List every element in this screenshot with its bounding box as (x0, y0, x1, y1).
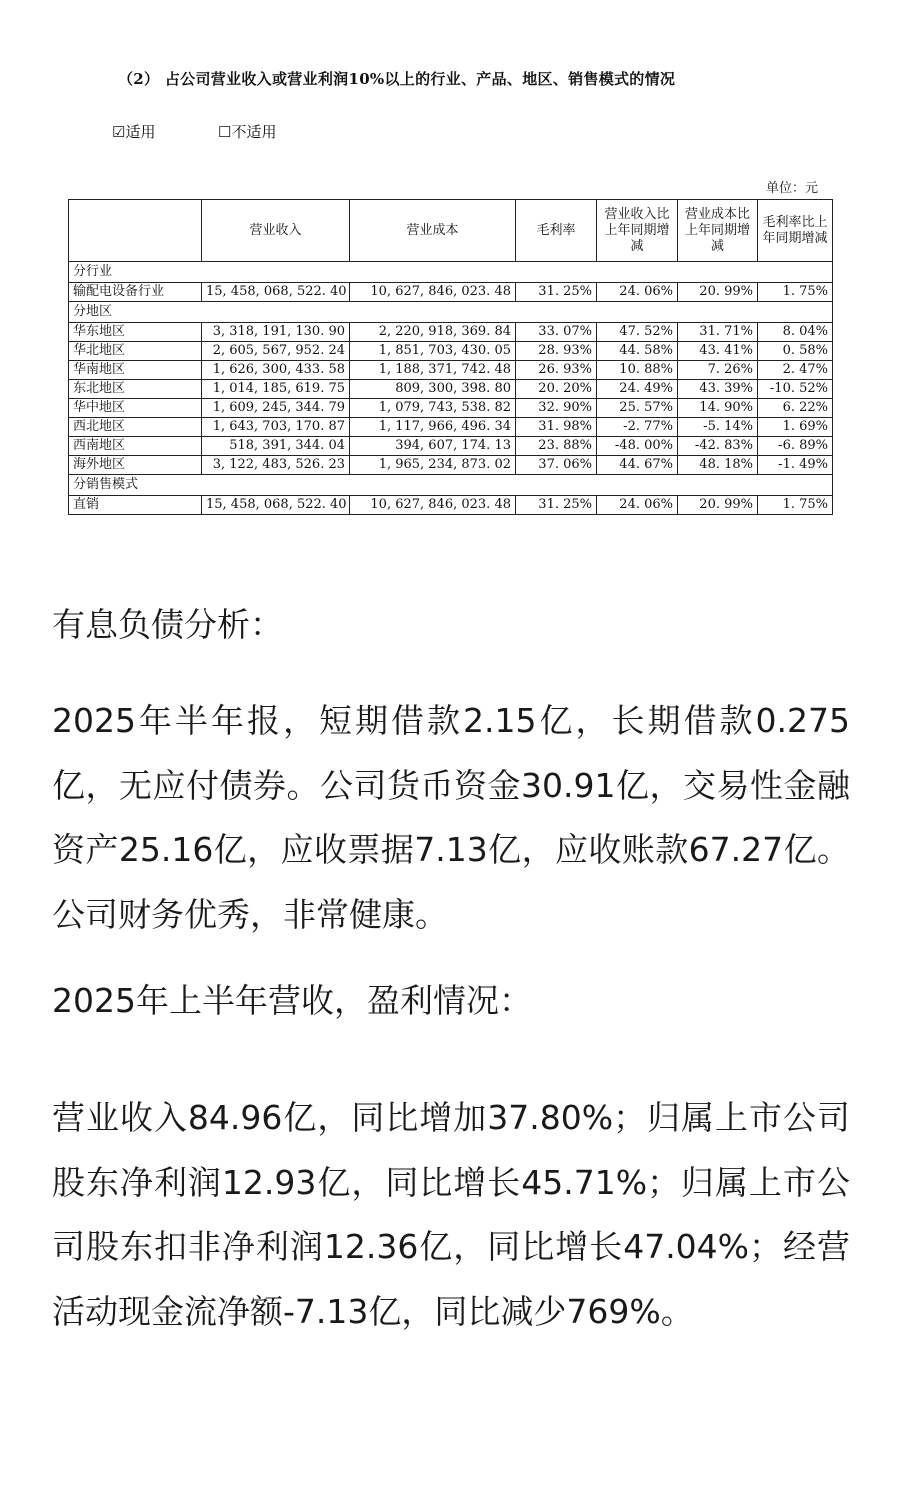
header-cell: 营业收入 (202, 200, 350, 262)
table-cell: 20. 99% (678, 283, 758, 302)
table-row (69, 283, 833, 302)
row-label: 东北地区 (69, 380, 202, 399)
table-cell: -6. 89% (758, 437, 833, 456)
row-label: 华东地区 (69, 323, 202, 342)
table-row (69, 437, 833, 456)
table-cell: -1. 49% (758, 456, 833, 475)
header-cell: 营业成本 (350, 200, 516, 262)
table-cell: 47. 52% (597, 323, 678, 342)
checkbox-applicable: ☑适用 (112, 123, 156, 141)
section-title: 分行业 (69, 262, 833, 283)
income-title: 2025年上半年营收，盈利情况： (52, 981, 532, 1020)
table-header-row (69, 200, 833, 262)
table-cell: 518, 391, 344. 04 (202, 437, 350, 456)
table-cell: 33. 07% (516, 323, 597, 342)
row-label: 华南地区 (69, 361, 202, 380)
table-cell: 3, 318, 191, 130. 90 (202, 323, 350, 342)
table-row (69, 496, 833, 515)
table-cell: 1, 014, 185, 619. 75 (202, 380, 350, 399)
table-cell: 31. 25% (516, 283, 597, 302)
table-cell: 26. 93% (516, 361, 597, 380)
header-cell (69, 200, 202, 262)
table-row (69, 342, 833, 361)
section-heading: （2） 占公司营业收入或营业利润10%以上的行业、产品、地区、销售模式的情况 (118, 70, 676, 88)
table-cell: 2, 220, 918, 369. 84 (350, 323, 516, 342)
table-cell: 24. 49% (597, 380, 678, 399)
table-cell: 24. 06% (597, 283, 678, 302)
table-cell: 1, 626, 300, 433. 58 (202, 361, 350, 380)
section-row (69, 262, 833, 283)
table-cell: 1, 079, 743, 538. 82 (350, 399, 516, 418)
section-title: 分地区 (69, 302, 833, 323)
table-cell: 1, 643, 703, 170. 87 (202, 418, 350, 437)
section-row (69, 475, 833, 496)
table-row (69, 399, 833, 418)
table-cell: 23. 88% (516, 437, 597, 456)
table-cell: 25. 57% (597, 399, 678, 418)
table-cell: 32. 90% (516, 399, 597, 418)
table-cell: 3, 122, 483, 526. 23 (202, 456, 350, 475)
row-label: 西北地区 (69, 418, 202, 437)
table-cell: -48. 00% (597, 437, 678, 456)
table-cell: 1, 188, 371, 742. 48 (350, 361, 516, 380)
row-label: 华北地区 (69, 342, 202, 361)
table-cell: -2. 77% (597, 418, 678, 437)
table-cell: -42. 83% (678, 437, 758, 456)
table-cell: 809, 300, 398. 80 (350, 380, 516, 399)
row-label: 海外地区 (69, 456, 202, 475)
table-cell: 48. 18% (678, 456, 758, 475)
income-text: 营业收入84.96亿，同比增加37.80%；归属上市公司股东净利润12.93亿，同比增长45.71%；归属上市公司股东扣非净利润12.36亿，同比增长47.04%；经营活动现金流净额-7.13亿，同比减少769%。 (52, 1098, 850, 1331)
table-cell: 1, 851, 703, 430. 05 (350, 342, 516, 361)
table-cell: 1. 75% (758, 496, 833, 515)
header-cell: 毛利率比上年同期增减 (758, 200, 833, 262)
row-label: 华中地区 (69, 399, 202, 418)
table-cell: 10, 627, 846, 023. 48 (350, 283, 516, 302)
table-cell: 37. 06% (516, 456, 597, 475)
table-row (69, 456, 833, 475)
table-row (69, 361, 833, 380)
checkbox-not-applicable: ☐不适用 (218, 123, 277, 141)
table-cell: 24. 06% (597, 496, 678, 515)
table-cell: 31. 98% (516, 418, 597, 437)
table-cell: 8. 04% (758, 323, 833, 342)
table-cell: 28. 93% (516, 342, 597, 361)
table-cell: 1. 69% (758, 418, 833, 437)
table-cell: 43. 39% (678, 380, 758, 399)
table-cell: 15, 458, 068, 522. 40 (202, 496, 350, 515)
revenue-breakdown-table (68, 199, 833, 515)
table-cell: -10. 52% (758, 380, 833, 399)
table-cell: -5. 14% (678, 418, 758, 437)
table-cell: 394, 607, 174. 13 (350, 437, 516, 456)
table-row (69, 418, 833, 437)
table-cell: 2, 605, 567, 952. 24 (202, 342, 350, 361)
table-cell: 44. 58% (597, 342, 678, 361)
table-cell: 20. 99% (678, 496, 758, 515)
table-cell: 6. 22% (758, 399, 833, 418)
row-label: 输配电设备行业 (69, 283, 202, 302)
table-row (69, 380, 833, 399)
section-title: 分销售模式 (69, 475, 833, 496)
row-label: 直销 (69, 496, 202, 515)
table-cell: 31. 71% (678, 323, 758, 342)
table-cell: 10, 627, 846, 023. 48 (350, 496, 516, 515)
table-cell: 0. 58% (758, 342, 833, 361)
table-cell: 14. 90% (678, 399, 758, 418)
header-cell: 毛利率 (516, 200, 597, 262)
table-row (69, 323, 833, 342)
row-label: 西南地区 (69, 437, 202, 456)
table-cell: 44. 67% (597, 456, 678, 475)
table-cell: 43. 41% (678, 342, 758, 361)
header-cell: 营业收入比上年同期增减 (597, 200, 678, 262)
table-cell: 2. 47% (758, 361, 833, 380)
table-cell: 10. 88% (597, 361, 678, 380)
table-cell: 20. 20% (516, 380, 597, 399)
table-cell: 1, 609, 245, 344. 79 (202, 399, 350, 418)
table-cell: 15, 458, 068, 522. 40 (202, 283, 350, 302)
table-cell: 1, 965, 234, 873. 02 (350, 456, 516, 475)
table-cell: 1, 117, 966, 496. 34 (350, 418, 516, 437)
unit-label: 单位：元 (766, 181, 819, 196)
table-cell: 7. 26% (678, 361, 758, 380)
debt-analysis-text: 2025年半年报，短期借款2.15亿，长期借款0.275亿，无应付债券。公司货币资金30.91亿，交易性金融资产25.16亿，应收票据7.13亿，应收账款67.27亿。公司财务优秀，非常健康。 (52, 701, 850, 934)
table-cell: 31. 25% (516, 496, 597, 515)
table-cell: 1. 75% (758, 283, 833, 302)
section-row (69, 302, 833, 323)
header-cell: 营业成本比上年同期增减 (678, 200, 758, 262)
debt-analysis-title: 有息负债分析： (52, 605, 283, 644)
